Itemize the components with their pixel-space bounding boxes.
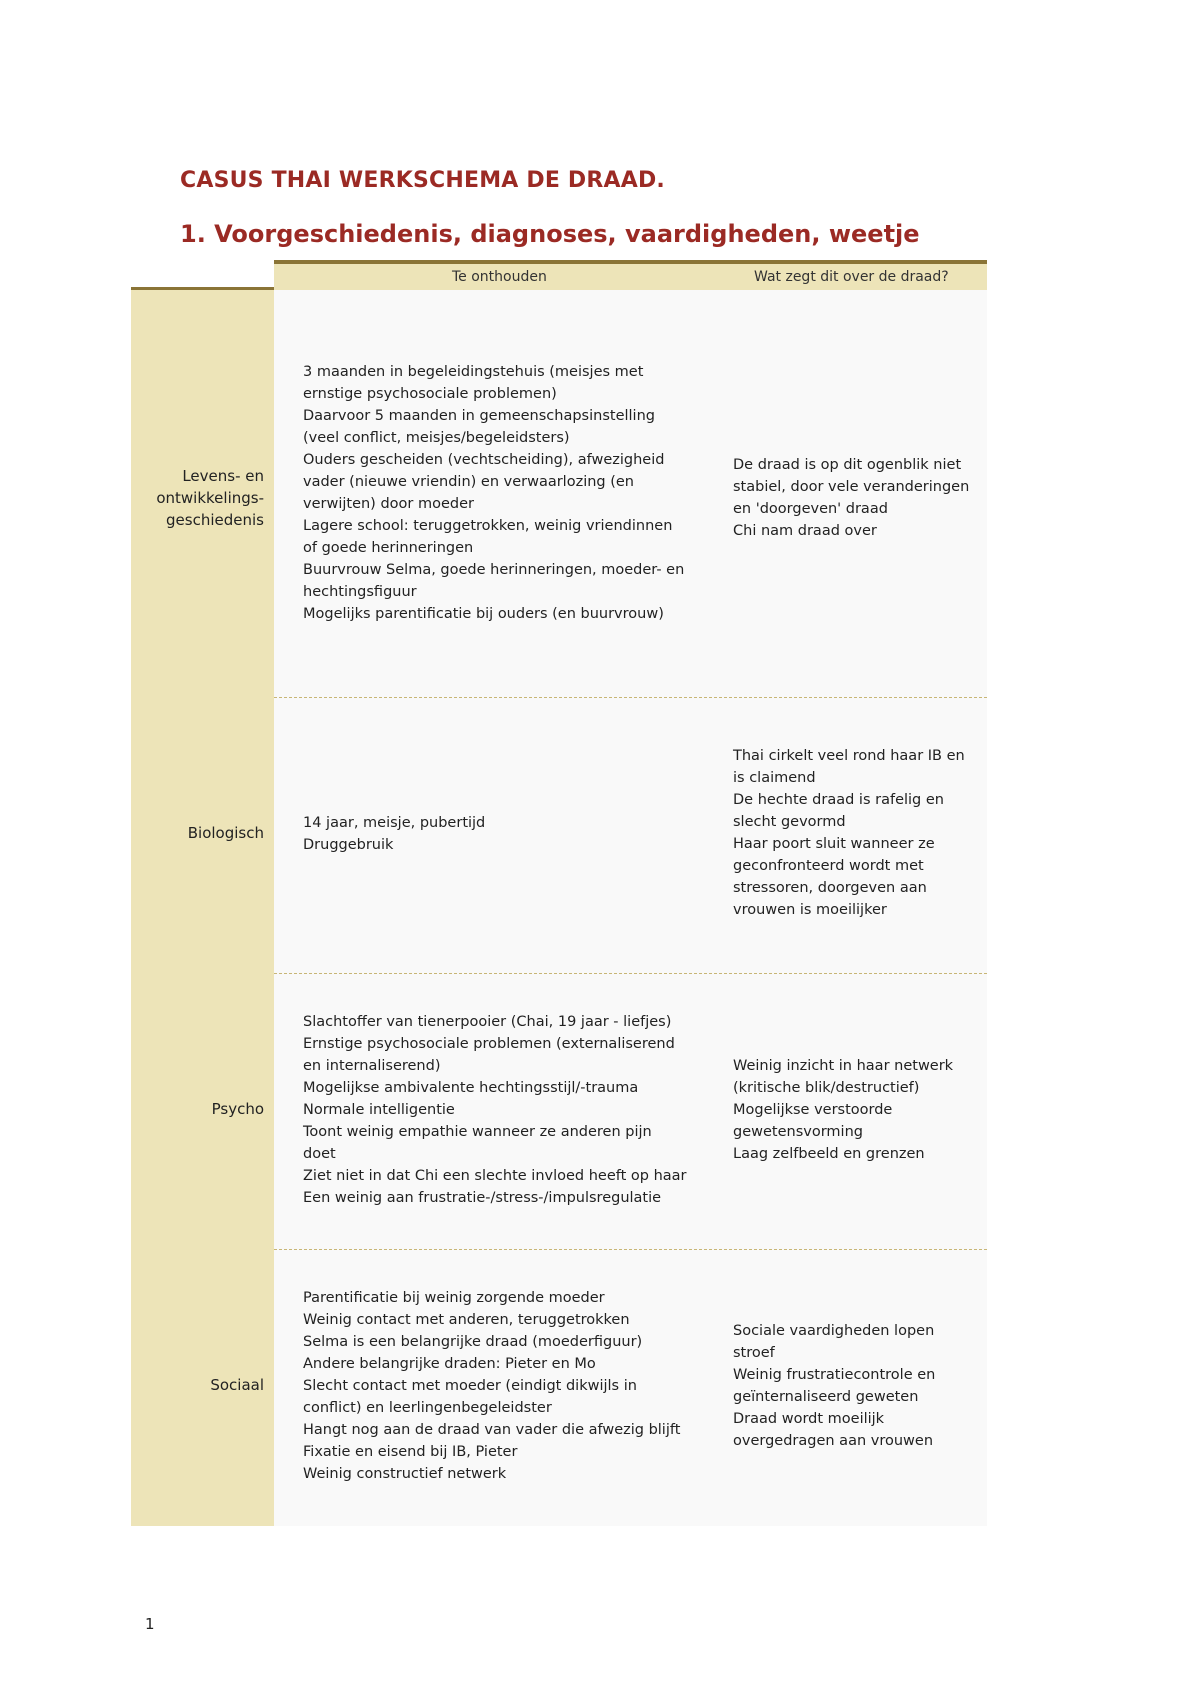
remember-cell: 3 maanden in begeleidingstehuis (meisjes met ernstige psychosociale problemen) Daarvoor 5 maanden in gemeenschapsinstelling (veel conflict, meisjes/begeleidsters) Ouders gescheiden (vechtscheiding), afwezigheid vader (nieuwe vriendin) en verwaarlozing (en verwijten) door moeder Lagere school: teruggetrokken, weinig vriendinnen of goede herinneringen Buurvrouw Selma, goede herinneringen, moeder- en hechtingsfiguur Mogelijks parentificatie bij ouders (en buurvrouw) [303,364,685,622]
section-heading: 1. Voorgeschiedenis, diagnoses, vaardigheden, weetje [180,220,920,248]
table-row-social [131,1250,987,1526]
table-header [274,260,987,290]
table-row-life-history [131,290,987,698]
remember-cell: 14 jaar, meisje, pubertijd Druggebruik [303,815,486,853]
meaning-cell: De draad is op dit ogenblik niet stabiel, door vele veranderingen en 'doorgeven' draad Chi nam draad over [733,457,970,539]
remember-cell: Parentificatie bij weinig zorgende moeder Weinig contact met anderen, teruggetrokken Selma is een belangrijke draad (moederfiguur) Andere belangrijke draden: Pieter en Mo Slecht contact met moeder (eindigt dikwijls in conflict) en leerlingenbegeleidster Hangt nog aan de draad van vader die afwezig blijft Fixatie en eisend bij IB, Pieter Weinig constructief netwerk [303,1290,681,1482]
header-meaning: Wat zegt dit over de draad? [754,269,949,285]
header-remember: Te onthouden [452,269,547,285]
page-number: 1 [145,1615,155,1633]
table-row-psycho [131,974,987,1250]
row-label: Biologisch [187,824,264,842]
document-title: CASUS THAI WERKSCHEMA DE DRAAD. [180,168,665,193]
meaning-cell: Thai cirkelt veel rond haar IB en is claimend De hechte draad is rafelig en slecht gevormd Haar poort sluit wanneer ze geconfronteerd wordt met stressoren, doorgeven aan vrouwen is moeilijker [733,748,965,918]
work-schema-table [131,260,987,1526]
row-label: Sociaal [210,1376,264,1394]
meaning-cell: Weinig inzicht in haar netwerk (kritische blik/destructief) Mogelijkse verstoorde gewetensvorming Laag zelfbeeld en grenzen [733,1058,954,1162]
table-row-biological [131,698,987,974]
row-label: Levens- en ontwikkelings- geschiedenis [156,467,264,529]
remember-cell: Slachtoffer van tienerpooier (Chai, 19 jaar - liefjes) Ernstige psychosociale problemen (externaliserend en internaliserend) Mogelijkse ambivalente hechtingsstijl/-trauma Normale intelligentie Toont weinig empathie wanneer ze anderen pijn doet Ziet niet in dat Chi een slechte invloed heeft op haar Een weinig aan frustratie-/stress-/impulsregulatie [303,1014,687,1206]
meaning-cell: Sociale vaardigheden lopen stroef Weinig frustratiecontrole en geïnternaliseerd geweten Draad wordt moeilijk overgedragen aan vrouwen [733,1323,936,1449]
row-label: Psycho [211,1100,264,1118]
